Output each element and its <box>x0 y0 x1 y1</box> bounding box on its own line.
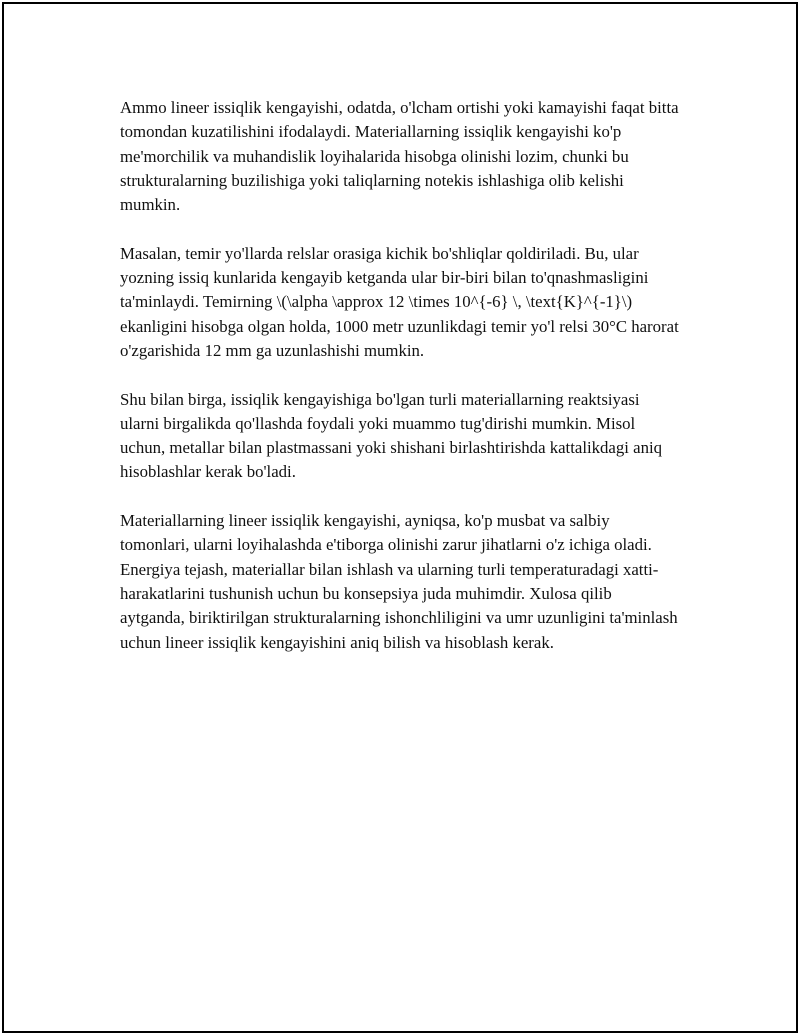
paragraph-3: Shu bilan birga, issiqlik kengayishiga bo'lgan turli materiallarning reaktsiyasi ularni birgalikda qo'llashda foydali yoki muammo tug'dirishi mumkin. Misol uchun, metallar bilan plastmassani yoki shishani birlashtirishda kattalikdagi aniq hisoblashlar kerak bo'ladi. <box>120 389 663 482</box>
paragraph-4: Materiallarning lineer issiqlik kengayishi, ayniqsa, ko'p musbat va salbiy tomonlari, ularni loyihalashda e'tiborga olinishi zarur jihatlarni o'z ichiga oladi. Energiya tejash, materiallar bilan ishlash va ularning turli temperaturadagi xatti-harakatlarini tushunish uchun bu konsepsiya juda muhimdir. Xulosa qilib aytganda, biriktirilgan strukturalarning ishonchliligini va umr uzunligini ta'minlash uchun lineer issiqlik kengayishini aniq bilish va hisoblash kerak. <box>120 511 678 652</box>
document-page <box>2 2 798 1033</box>
paragraph-1: Ammo lineer issiqlik kengayishi, odatda, o'lcham ortishi yoki kamayishi faqat bitta tomondan kuzatilishini ifodalaydi. Materiallarning issiqlik kengayishi ko'p me'morchilik va muhandislik loyihalarida hisobga olinishi lozim, chunki bu strukturalarning buzilishiga yoki taliqlarning notekis ishlashiga olib kelishi mumkin. <box>120 98 679 215</box>
document-body <box>120 96 680 679</box>
paragraph-2: Masalan, temir yo'llarda relslar orasiga kichik bo'shliqlar qoldiriladi. Bu, ular yozning issiq kunlarida kengayib ketganda ular bir-biri bilan to'qnashmasligini ta'minlaydi. Temirning \(\alpha \approx 12 \times 10^{-6} \, \text{K}^{-1}\) ekanligini hisobga olgan holda, 1000 metr uzunlikdagi temir yo'l relsi 30°C harorat o'zgarishida 12 mm ga uzunlashishi mumkin. <box>120 243 679 360</box>
